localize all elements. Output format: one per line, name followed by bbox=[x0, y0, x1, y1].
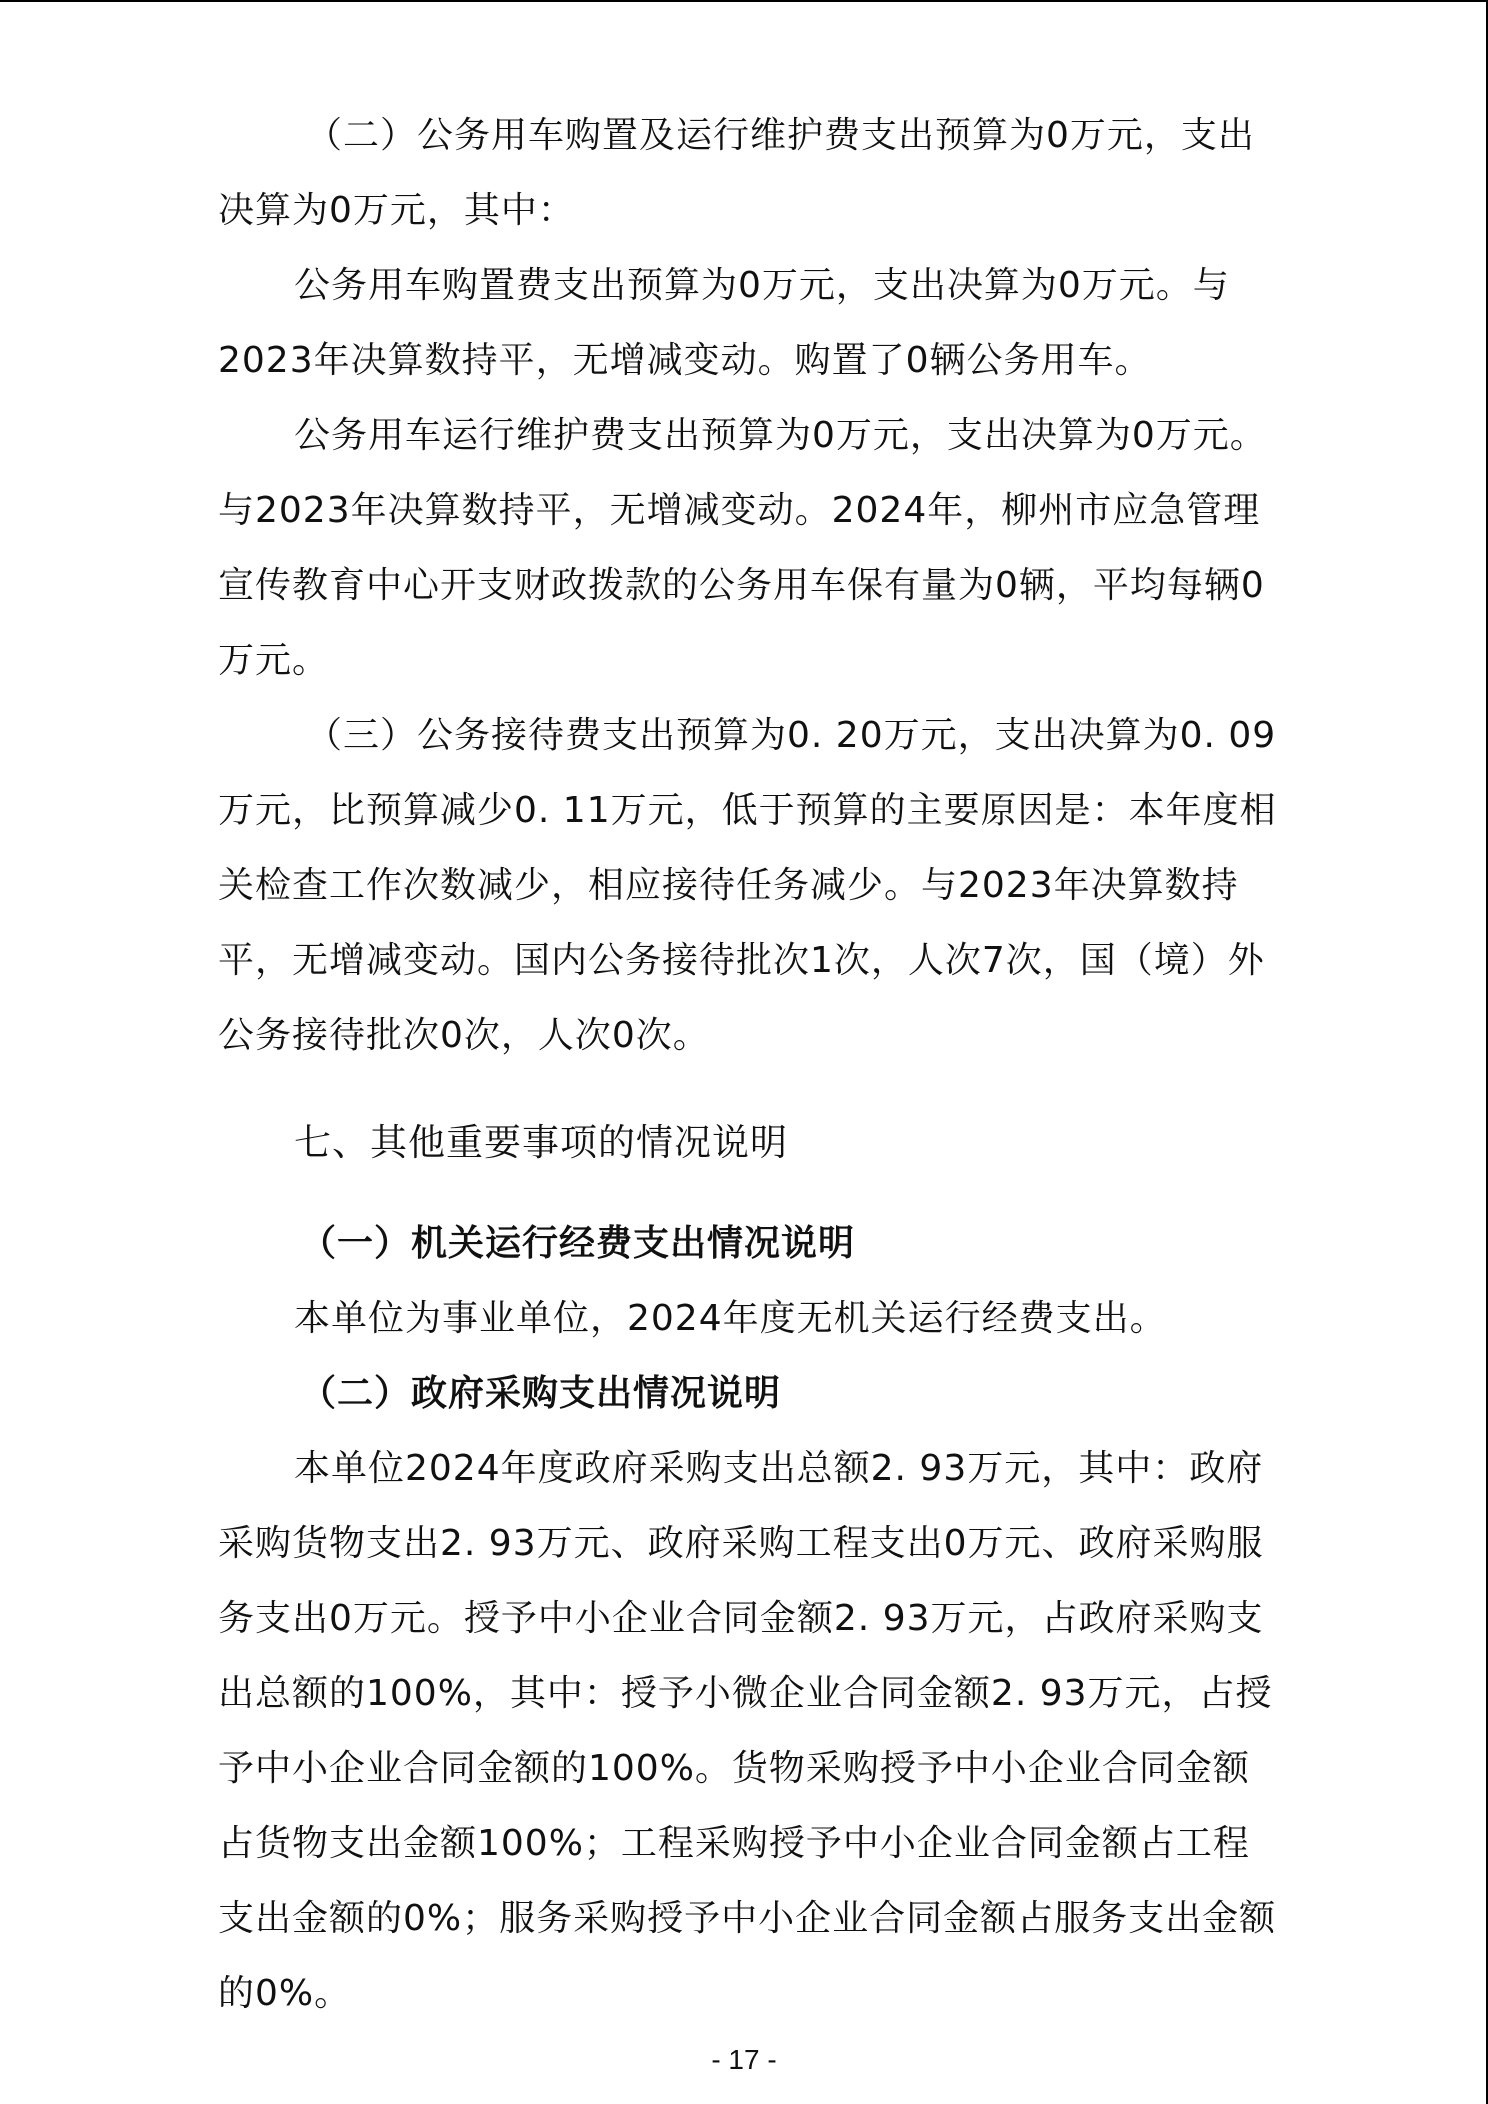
subheading-procurement: （二）政府采购支出情况说明 bbox=[300, 1373, 782, 1414]
page-number: - 17 - bbox=[711, 2044, 777, 2075]
paragraph-vehicle-maintenance: 公务用车运行维护费支出预算为0万元，支出决算为0万元。与2023年决算数持平，无增减变动。2024年，柳州市应急管理宣传教育中心开支财政拨款的公务用车保有量为0辆，平均每辆0万元。 bbox=[218, 415, 1267, 681]
document-page bbox=[218, 98, 1286, 2031]
paragraph-procurement: 本单位2024年度政府采购支出总额2. 93万元，其中：政府采购货物支出2. 93万元、政府采购工程支出0万元、政府采购服务支出0万元。授予中小企业合同金额2. 93万元，占政府采购支出总额的100%，其中：授予小微企业合同金额2. 93万元，占授予中小企业合同金额的100%。货物采购授予中小企业合同金额占货物支出金额100%；工程采购授予中小企业合同金额占工程支出金额的0%；服务采购授予中小企业合同金额占服务支出金额的0%。 bbox=[218, 1448, 1277, 2014]
section-heading-other-matters: 七、其他重要事项的情况说明 bbox=[294, 1121, 788, 1164]
paragraph-vehicle-purchase: 公务用车购置费支出预算为0万元，支出决算为0万元。与2023年决算数持平，无增减变动。购置了0辆公务用车。 bbox=[218, 265, 1230, 381]
paragraph-reception: （三）公务接待费支出预算为0. 20万元，支出决算为0. 09万元，比预算减少0. 11万元，低于预算的主要原因是：本年度相关检查工作次数减少，相应接待任务减少。与2023年决算数持平，无增减变动。国内公务接待批次1次，人次7次，国（境）外公务接待批次0次，人次0次。 bbox=[218, 715, 1277, 1056]
top-border-line bbox=[0, 0, 1488, 2]
subheading-operating-costs: （一）机关运行经费支出情况说明 bbox=[300, 1223, 856, 1264]
paragraph-operating-costs: 本单位为事业单位，2024年度无机关运行经费支出。 bbox=[294, 1298, 1167, 1339]
paragraph-vehicle-budget: （二）公务用车购置及运行维护费支出预算为0万元，支出决算为0万元，其中： bbox=[218, 115, 1255, 231]
